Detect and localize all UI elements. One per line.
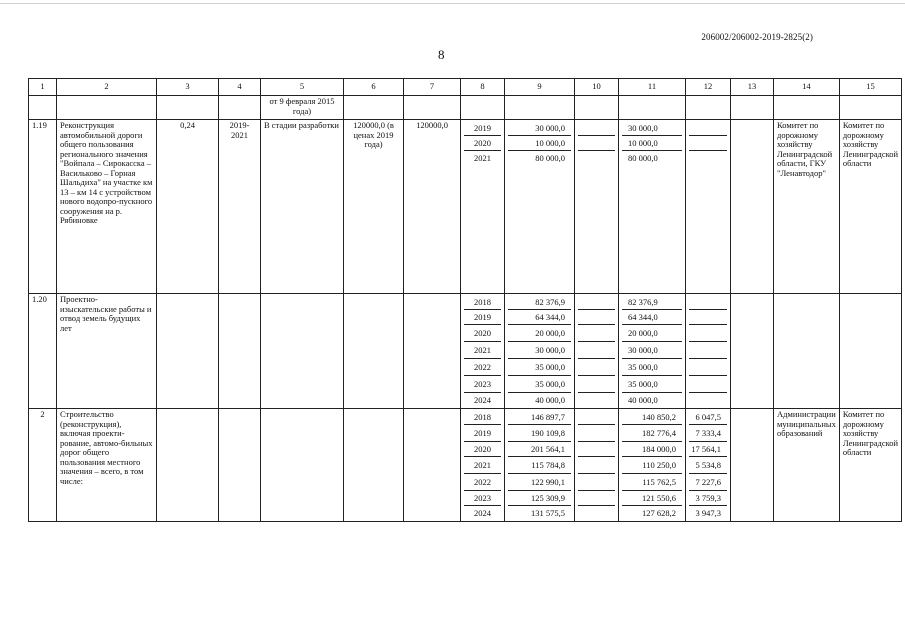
amount-cell: 125 309,9	[508, 490, 571, 505]
column-10-list	[575, 120, 619, 294]
year-list	[461, 120, 505, 294]
column-12-list	[686, 120, 731, 294]
year-cell: 2022	[464, 358, 501, 375]
amount-cell: 3 947,3	[689, 505, 727, 520]
column-12-list	[686, 294, 731, 409]
amount-cell: 3 759,3	[689, 490, 727, 505]
amount-cell: 182 776,4	[622, 424, 682, 441]
amount-cell: 184 000,0	[622, 441, 682, 456]
amount-cell: 40 000,0	[508, 392, 571, 407]
row-number: 2	[29, 409, 57, 522]
period-value: 2019-2021	[219, 120, 261, 294]
amount-cell: 30 000,0	[622, 341, 682, 358]
year-cell: 2021	[464, 150, 501, 165]
year-list	[461, 294, 505, 409]
amount-cell: 35 000,0	[622, 358, 682, 375]
year-cell: 2020	[464, 441, 501, 456]
row-number: 1.19	[29, 120, 57, 294]
amount-cell: 30 000,0	[508, 341, 571, 358]
year-cell: 2024	[464, 392, 501, 407]
year-cell: 2020	[464, 135, 501, 150]
header-cell: 15	[839, 79, 901, 96]
header-row	[29, 79, 902, 96]
amount-cell: 115 762,5	[622, 473, 682, 490]
amount-cell: 140 850,2	[642, 412, 676, 422]
header-cell: 3	[157, 79, 219, 96]
table-row-1-19	[29, 120, 902, 294]
amount-cell: 10 000,0	[622, 135, 682, 150]
year-cell: 2023	[464, 490, 501, 505]
header-cell: 11	[619, 79, 686, 96]
amount-cell: 122 990,1	[508, 473, 571, 490]
amount-cell: 5 534,8	[689, 456, 727, 473]
header-cell: 4	[219, 79, 261, 96]
amount-cell: 80 000,0	[508, 150, 571, 165]
column-10-list	[575, 294, 619, 409]
header-cell: 1	[29, 79, 57, 96]
amount-cell: 6 047,5	[695, 412, 721, 422]
amount-cell: 110 250,0	[622, 456, 682, 473]
year-cell: 2019	[464, 309, 501, 324]
amount-cell: 121 550,6	[622, 490, 682, 505]
amount-cell: 201 564,1	[508, 441, 571, 456]
regional-amount-list	[619, 409, 686, 522]
header-cell: 13	[731, 79, 774, 96]
header-cell: 9	[505, 79, 575, 96]
table-row-1-20	[29, 294, 902, 409]
total-cost: 120000,0 (в ценах 2019 года)	[344, 120, 404, 294]
amount-cell: 7 333,4	[689, 424, 727, 441]
amount-cell: 35 000,0	[508, 375, 571, 392]
header-cell: 14	[774, 79, 840, 96]
responsible-text: Комитет по дорожному хозяйству Ленинградской области	[839, 409, 901, 522]
total-amount-list	[505, 294, 575, 409]
continuation-row	[29, 96, 902, 120]
amount-cell: 131 575,5	[508, 505, 571, 520]
regional-amount-list	[619, 294, 686, 409]
amount-cell: 82 376,9	[628, 297, 658, 307]
year-cell: 2023	[464, 375, 501, 392]
year-cell: 2024	[464, 505, 501, 520]
header-cell: 12	[686, 79, 731, 96]
remaining-cost: 120000,0	[404, 120, 461, 294]
header-cell: 7	[404, 79, 461, 96]
amount-cell: 35 000,0	[622, 375, 682, 392]
document-number: 206002/206002-2019-2825(2)	[701, 32, 813, 42]
table-row-2	[29, 409, 902, 522]
amount-cell: 30 000,0	[535, 123, 565, 133]
header-cell: 6	[344, 79, 404, 96]
total-amount-list	[505, 409, 575, 522]
customer-text: Администрации муниципальных образований	[774, 409, 840, 522]
year-cell: 2020	[464, 324, 501, 341]
amount-cell: 115 784,8	[508, 456, 571, 473]
amount-cell: 20 000,0	[508, 324, 571, 341]
page-number: 8	[438, 47, 445, 62]
amount-cell: 40 000,0	[622, 392, 682, 407]
amount-cell: 10 000,0	[508, 135, 571, 150]
year-cell: 2019	[464, 424, 501, 441]
length-value: 0,24	[157, 120, 219, 294]
amount-cell: 127 628,2	[622, 505, 682, 520]
budget-table	[28, 78, 902, 522]
amount-cell: 64 344,0	[508, 309, 571, 324]
local-amount-list	[686, 409, 731, 522]
item-name: Реконструкция автомобильной дороги общего пользования регионального значения "Войпала – Сирокасска – Васильково – Горная Шальдиха" на участке км 13 – км 14 с устройством нового водопро-пускного сооружения на р. Рябиновке	[57, 120, 157, 294]
responsible-text: Комитет по дорожному хозяйству Ленинградской области	[839, 120, 901, 294]
item-name: Строительство (реконструкция), включая проекти-рование, автомо-бильных дорог общего пользования местного значения – всего, в том числе:	[57, 409, 157, 522]
amount-cell: 35 000,0	[508, 358, 571, 375]
amount-cell: 7 227,6	[689, 473, 727, 490]
top-border-line	[0, 3, 905, 4]
header-cell: 8	[461, 79, 505, 96]
regional-amount-list	[619, 120, 686, 294]
year-cell: 2022	[464, 473, 501, 490]
year-cell: 2021	[464, 456, 501, 473]
year-cell: 2018	[474, 297, 491, 307]
amount-cell: 146 897,7	[531, 412, 565, 422]
amount-cell: 17 564,1	[689, 441, 727, 456]
amount-cell: 30 000,0	[628, 123, 658, 133]
amount-cell: 20 000,0	[622, 324, 682, 341]
year-cell: 2021	[464, 341, 501, 358]
amount-cell: 80 000,0	[622, 150, 682, 165]
row-number: 1.20	[29, 294, 57, 409]
status-text: В стадии разработки	[261, 120, 344, 294]
year-list	[461, 409, 505, 522]
header-cell: 2	[57, 79, 157, 96]
amount-cell: 64 344,0	[622, 309, 682, 324]
header-cell: 5	[261, 79, 344, 96]
total-amount-list	[505, 120, 575, 294]
header-cell: 10	[575, 79, 619, 96]
year-cell: 2018	[474, 412, 491, 422]
year-cell: 2019	[474, 123, 491, 133]
item-name: Проектно-изыскательские работы и отвод земель будущих лет	[57, 294, 157, 409]
customer-text: Комитет по дорожному хозяйству Ленинградской области, ГКУ "Ленавтодор"	[774, 120, 840, 294]
amount-cell: 82 376,9	[535, 297, 565, 307]
amount-cell: 190 109,8	[508, 424, 571, 441]
column-10-list	[575, 409, 619, 522]
continuation-text: от 9 февраля 2015 года)	[261, 96, 344, 120]
